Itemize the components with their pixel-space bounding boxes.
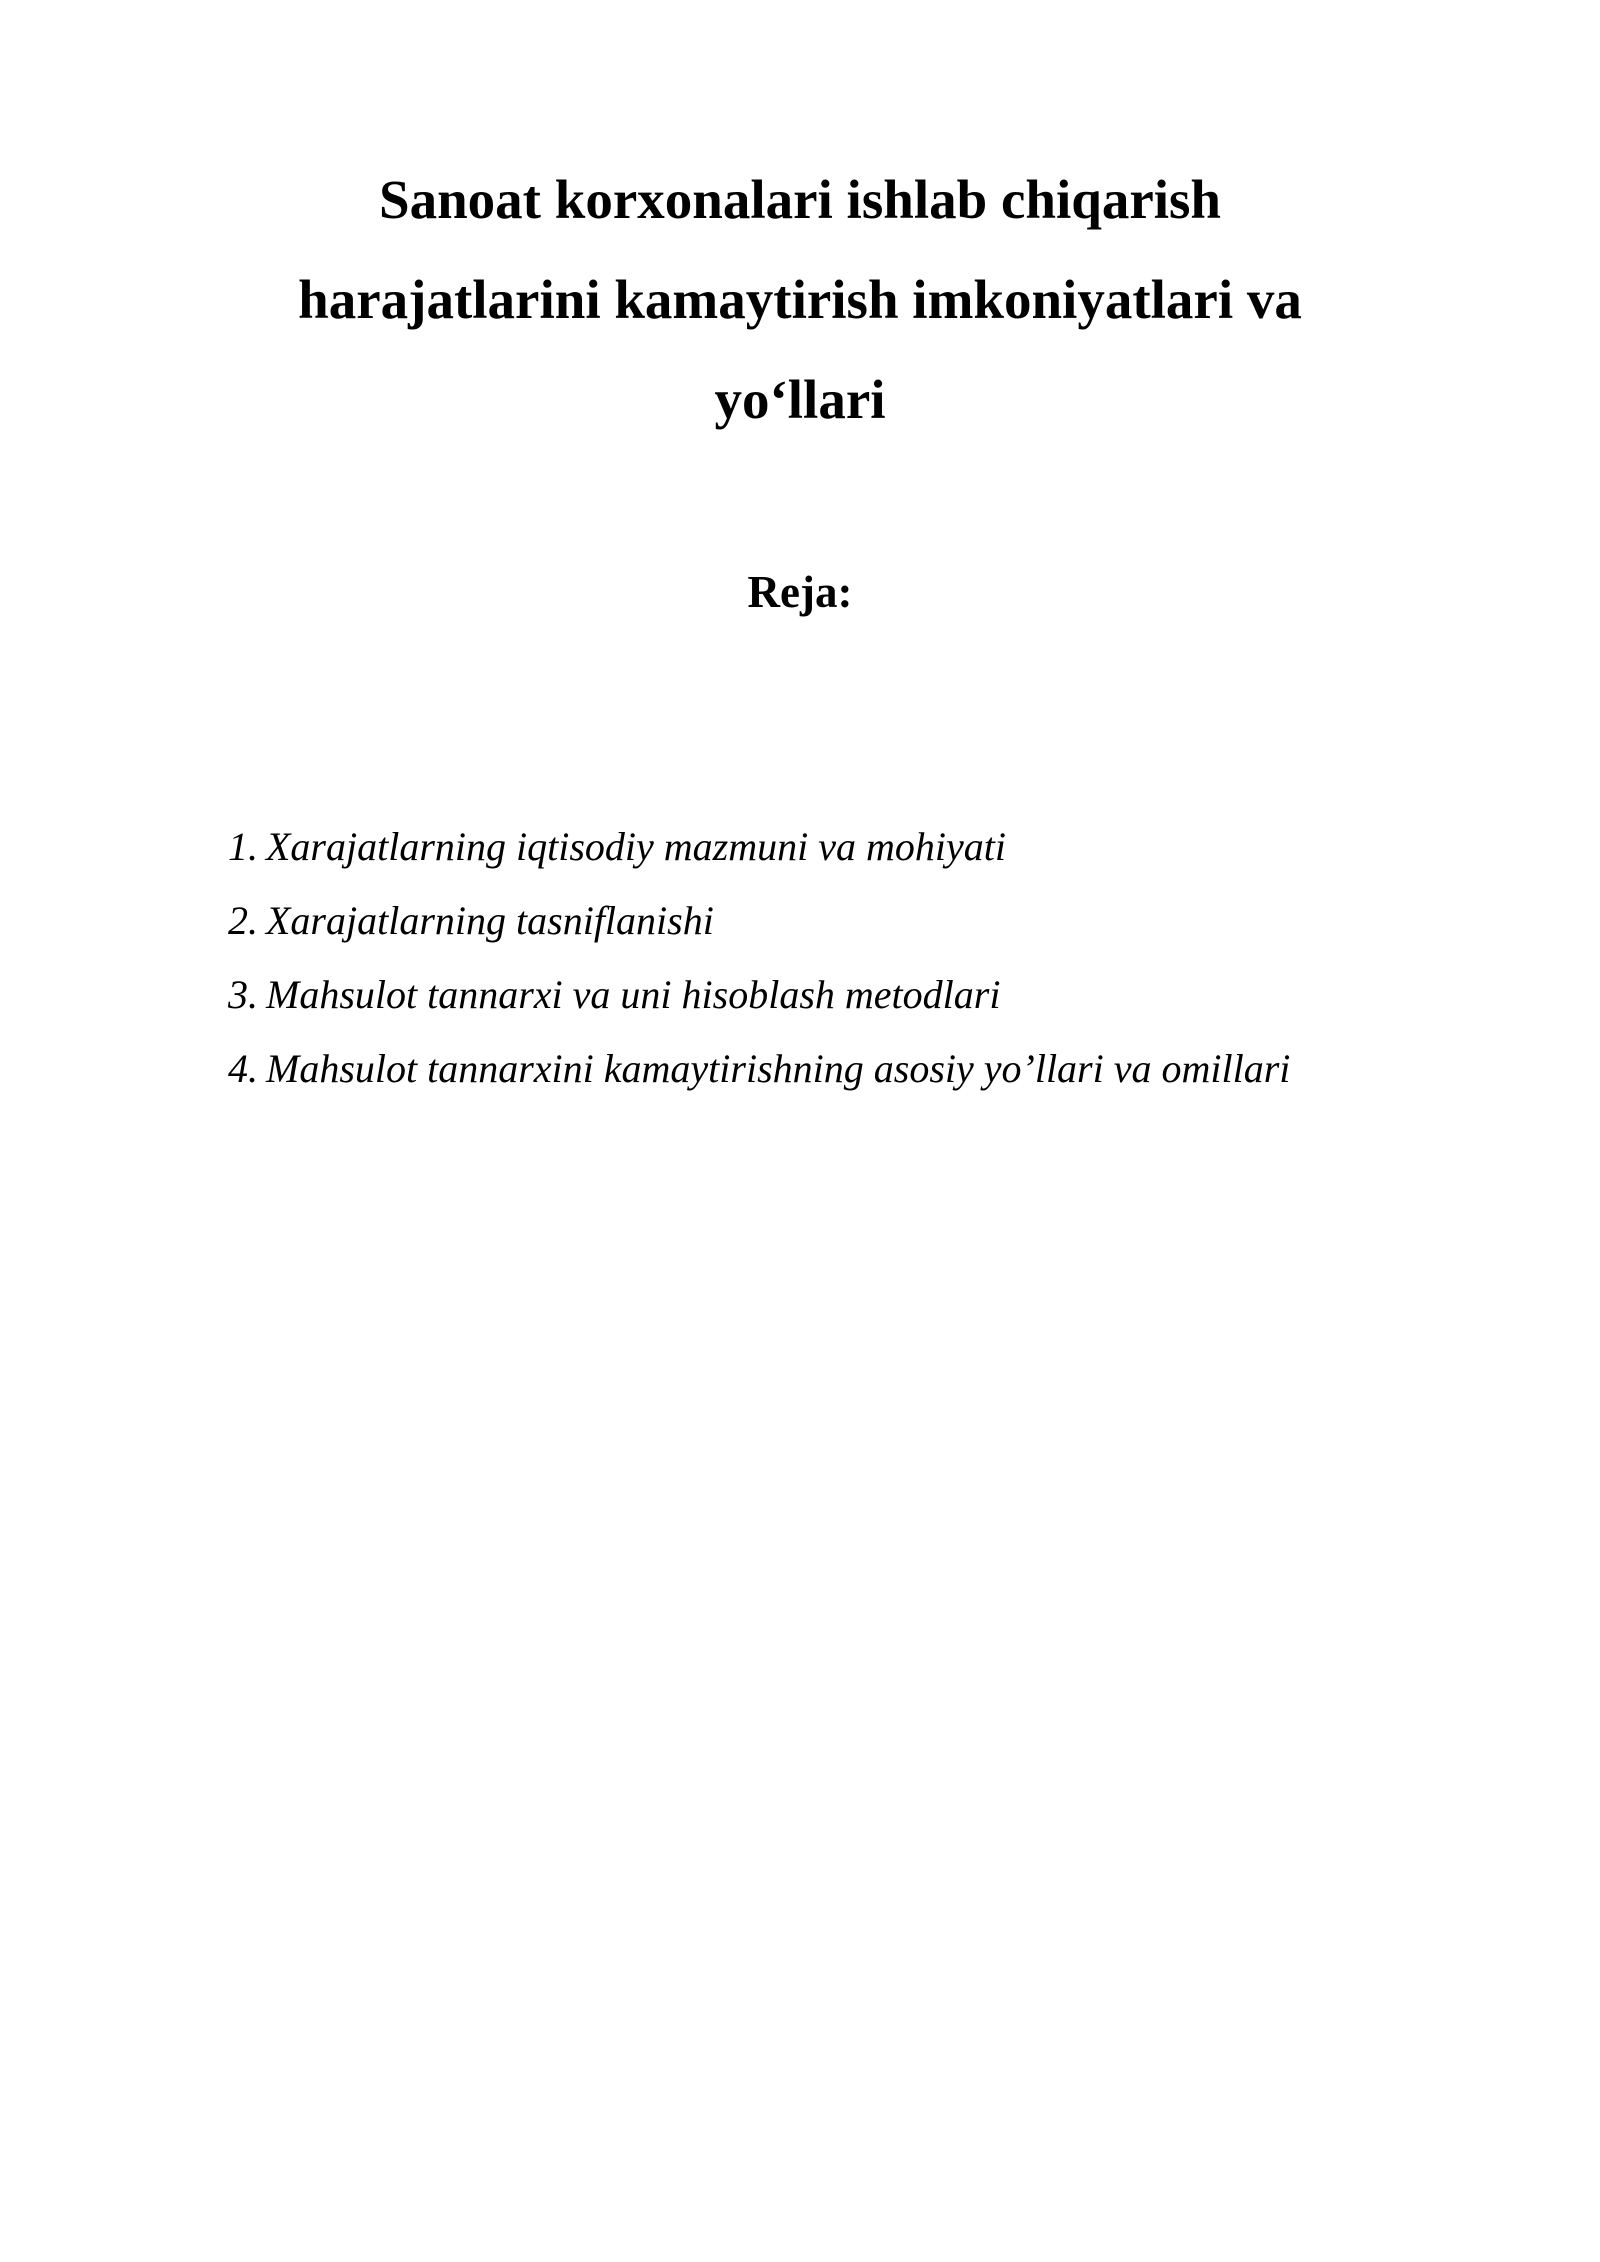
title-line: yo‘llari bbox=[714, 369, 886, 430]
title-line: Sanoat korxonalari ishlab chiqarish bbox=[379, 169, 1221, 230]
title-line: harajatlarini kamaytirish imkoniyatlari va bbox=[298, 269, 1302, 330]
plan-list bbox=[228, 810, 1478, 1106]
plan-item-text: Xarajatlarning tasniflanishi bbox=[266, 898, 714, 943]
plan-item bbox=[228, 958, 1478, 1032]
plan-item-number: 4. bbox=[228, 1046, 258, 1091]
plan-item-text: Mahsulot tannarxini kamaytirishning asosiy yo’llari va omillari bbox=[266, 1046, 1291, 1091]
plan-item-number: 3. bbox=[228, 972, 258, 1017]
plan-item-text: Mahsulot tannarxi va uni hisoblash metodlari bbox=[266, 972, 1001, 1017]
plan-item-number: 1. bbox=[228, 824, 258, 869]
plan-item bbox=[228, 810, 1478, 884]
document-title bbox=[240, 150, 1360, 450]
plan-item-text: Xarajatlarning iqtisodiy mazmuni va mohiyati bbox=[266, 824, 1006, 869]
plan-heading: Reja: bbox=[747, 567, 853, 617]
plan-item bbox=[228, 884, 1478, 958]
plan-item-number: 2. bbox=[228, 898, 258, 943]
plan-item bbox=[228, 1032, 1478, 1106]
